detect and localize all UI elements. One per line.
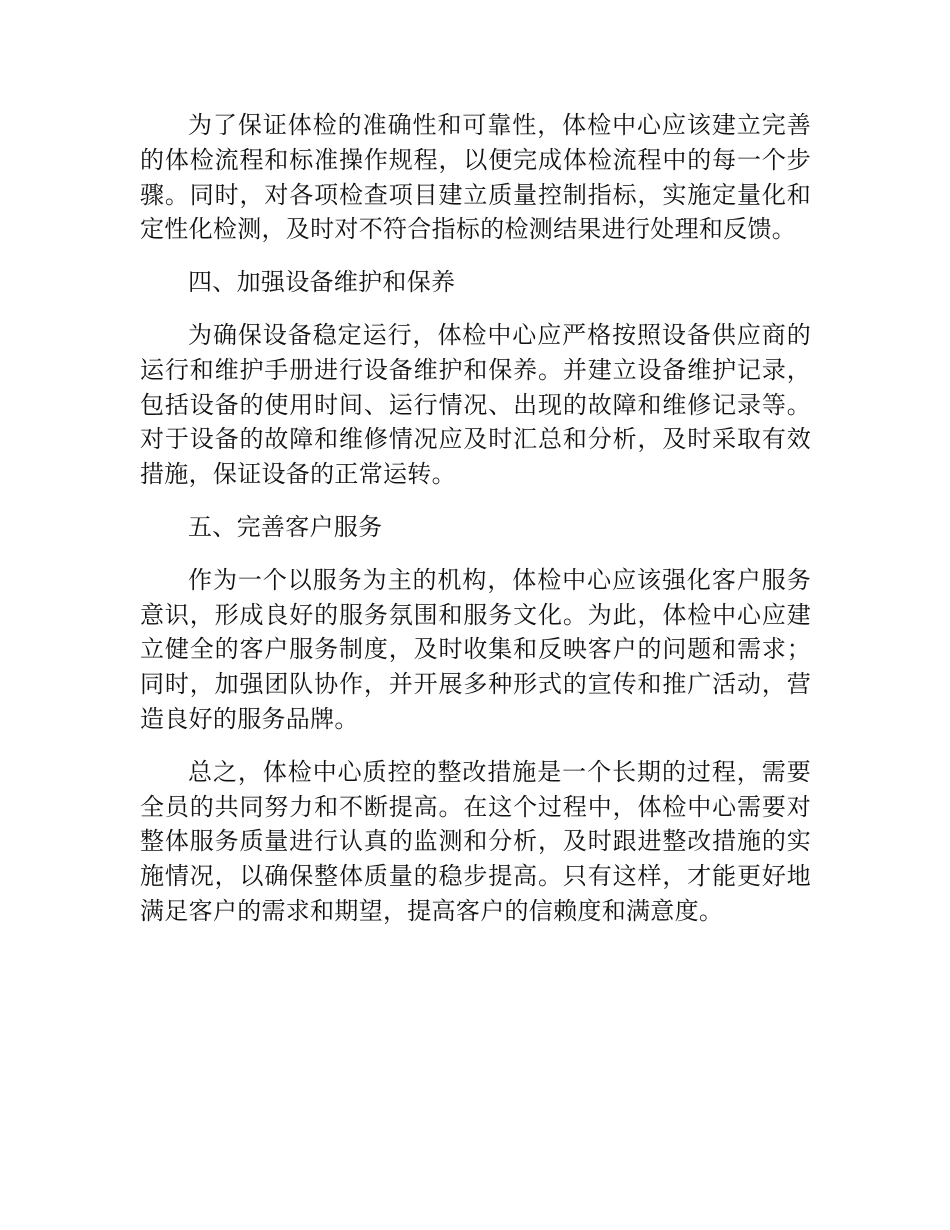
document-page <box>140 108 811 947</box>
section-heading-equipment: 四、加强设备维护和保养 <box>188 268 456 297</box>
paragraph-conclusion: 总之，体检中心质控的整改措施是一个长期的过程，需要全员的共同努力和不断提高。在这个过程中，体检中心需要对整体服务质量进行认真的监测和分析，及时跟进整改措施的实施情况，以确保整体质量的稳步提高。只有这样，才能更好地满足客户的需求和期望，提高客户的信赖度和满意度。 <box>140 757 811 925</box>
section-heading-customer-service: 五、完善客户服务 <box>188 512 383 541</box>
paragraph-quality-process: 为了保证体检的准确性和可靠性，体检中心应该建立完善的体检流程和标准操作规程，以便完成体检流程中的每一个步骤。同时，对各项检查项目建立质量控制指标，实施定量化和定性化检测，及时对不符合指标的检测结果进行处理和反馈。 <box>140 111 811 244</box>
paragraph-equipment-maintenance: 为确保设备稳定运行，体检中心应严格按照设备供应商的运行和维护手册进行设备维护和保养。并建立设备维护记录，包括设备的使用时间、运行情况、出现的故障和维修记录等。对于设备的故障和维修情况应及时汇总和分析，及时采取有效措施，保证设备的正常运转。 <box>140 320 811 489</box>
paragraph-customer-service: 作为一个以服务为主的机构，体检中心应该强化客户服务意识，形成良好的服务氛围和服务文化。为此，体检中心应建立健全的客户服务制度，及时收集和反映客户的问题和需求；同时，加强团队协作，并开展多种形式的宣传和推广活动，营造良好的服务品牌。 <box>140 565 811 733</box>
